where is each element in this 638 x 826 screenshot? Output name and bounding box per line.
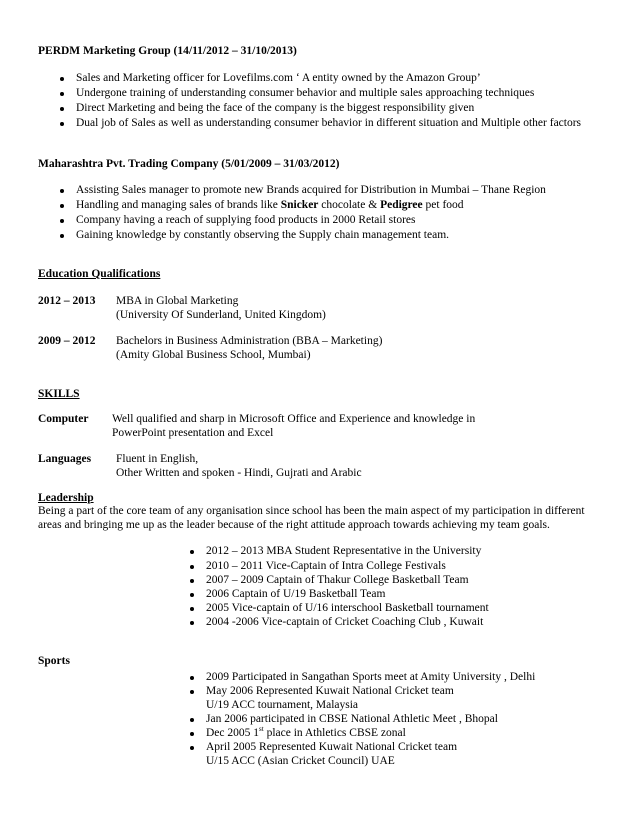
list-item: Gaining knowledge by constantly observing the Supply chain management team. — [76, 229, 450, 241]
bullet-icon — [60, 189, 64, 193]
leadership-paragraph: Being a part of the core team of any organisation since school has been the main aspect of my participation in different areas and bringing me up as the leader because of the right attitude approach towards achieving my team goals. — [38, 505, 585, 531]
education-heading: Education Qualifications — [38, 268, 161, 280]
list-item: Dual job of Sales as well as understanding consumer behavior in different situation and Multiple other factors — [76, 117, 582, 129]
education-degree: MBA in Global Marketing — [116, 295, 239, 307]
list-item-text: Dec 2005 1 — [206, 727, 260, 739]
education-institution: (Amity Global Business School, Mumbai) — [116, 349, 311, 361]
skills-computer-text: Well qualified and sharp in Microsoft Office and Experience and knowledge in — [112, 413, 476, 425]
list-item: Company having a reach of supplying food products in 2000 Retail stores — [76, 214, 416, 226]
list-item: Jan 2006 participated in CBSE National Athletic Meet , Bhopal — [206, 713, 498, 725]
list-item — [76, 198, 464, 212]
skills-computer-text: PowerPoint presentation and Excel — [112, 427, 274, 439]
bullet-icon — [60, 204, 64, 208]
bullet-icon — [190, 676, 194, 680]
job-title-maharashtra: Maharashtra Pvt. Trading Company (5/01/2009 – 31/03/2012) — [38, 158, 340, 170]
list-item: Undergone training of understanding consumer behavior and multiple sales approaching techniques — [76, 87, 535, 99]
list-item: 2007 – 2009 Captain of Thakur College Basketball Team — [206, 574, 469, 586]
bullet-icon — [60, 77, 64, 81]
list-item-text: chocolate & — [318, 199, 381, 211]
skills-languages-text: Other Written and spoken - Hindi, Gujrati and Arabic — [116, 467, 362, 479]
list-item — [206, 726, 406, 740]
list-item-continuation: U/19 ACC tournament, Malaysia — [206, 699, 359, 711]
bullet-icon — [60, 234, 64, 238]
bullet-icon — [190, 607, 194, 611]
list-item: April 2005 Represented Kuwait National Cricket team — [206, 741, 458, 753]
bullet-icon — [190, 579, 194, 583]
list-item: Assisting Sales manager to promote new Brands acquired for Distribution in Mumbai – Thane Region — [76, 184, 546, 196]
education-degree: Bachelors in Business Administration (BBA – Marketing) — [116, 335, 383, 347]
list-item-text: place in Athletics CBSE zonal — [263, 727, 406, 739]
bullet-icon — [190, 593, 194, 597]
list-item: 2005 Vice-captain of U/16 interschool Basketball tournament — [206, 602, 489, 614]
sports-heading: Sports — [38, 655, 70, 667]
education-years: 2012 – 2013 — [38, 295, 96, 307]
education-institution: (University Of Sunderland, United Kingdom) — [116, 309, 326, 321]
list-item: 2006 Captain of U/19 Basketball Team — [206, 588, 386, 600]
bullet-icon — [190, 718, 194, 722]
brand-pedigree: Pedigree — [380, 199, 423, 211]
list-item-text: pet food — [422, 199, 464, 211]
skills-computer-label: Computer — [38, 413, 89, 425]
bullet-icon — [60, 122, 64, 126]
list-item: Direct Marketing and being the face of the company is the biggest responsibility given — [76, 102, 475, 114]
bullet-icon — [190, 550, 194, 554]
skills-languages-text: Fluent in English, — [116, 453, 199, 465]
job-title-perdm: PERDM Marketing Group (14/11/2012 – 31/10/2013) — [38, 45, 297, 57]
bullet-icon — [190, 732, 194, 736]
skills-heading: SKILLS — [38, 388, 80, 400]
brand-snicker: Snicker — [280, 199, 319, 211]
bullet-icon — [190, 746, 194, 750]
list-item: 2010 – 2011 Vice-Captain of Intra College Festivals — [206, 560, 446, 572]
list-item-continuation: U/15 ACC (Asian Cricket Council) UAE — [206, 755, 395, 767]
list-item: May 2006 Represented Kuwait National Cricket team — [206, 685, 454, 697]
skills-languages-label: Languages — [38, 453, 92, 465]
leadership-heading: Leadership — [38, 492, 94, 504]
list-item: 2012 – 2013 MBA Student Representative in the University — [206, 545, 482, 557]
bullet-icon — [190, 621, 194, 625]
list-item: Sales and Marketing officer for Lovefilms.com ‘ A entity owned by the Amazon Group’ — [76, 72, 481, 84]
bullet-icon — [60, 92, 64, 96]
bullet-icon — [190, 565, 194, 569]
ordinal-superscript: st — [259, 725, 264, 734]
bullet-icon — [190, 690, 194, 694]
education-years: 2009 – 2012 — [38, 335, 96, 347]
bullet-icon — [60, 219, 64, 223]
bullet-icon — [60, 107, 64, 111]
list-item-text: Handling and managing sales of brands like — [76, 199, 281, 211]
list-item: 2004 -2006 Vice-captain of Cricket Coaching Club , Kuwait — [206, 616, 484, 628]
list-item: 2009 Participated in Sangathan Sports meet at Amity University , Delhi — [206, 671, 536, 683]
